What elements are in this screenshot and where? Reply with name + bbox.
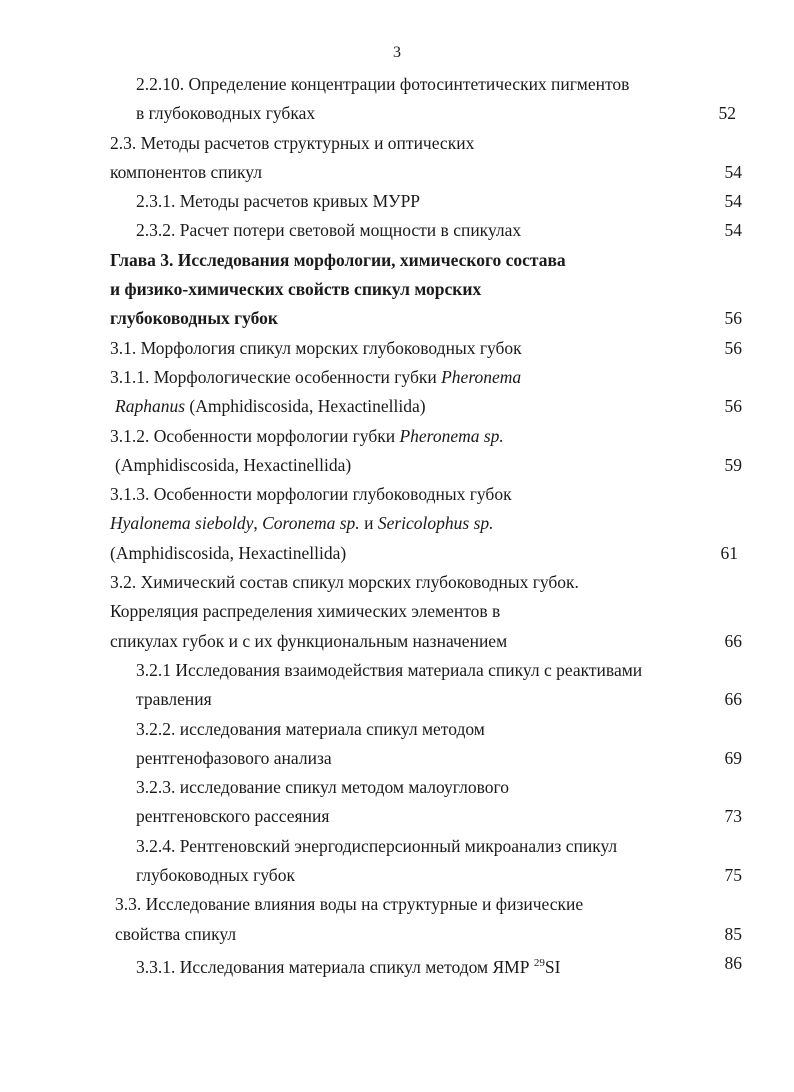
toc-entry-text: 3.3. Исследование влияния воды на структурные и физические [115,894,584,915]
toc-line [0,861,794,890]
toc-superscript: 29 [533,956,545,969]
toc-entry-text: 3.2.3. исследование спикул методом малоуглового [136,777,509,798]
toc-line [0,363,794,392]
toc-line [0,773,794,802]
toc-line [0,890,794,919]
toc-entry-text: 2.3. Методы расчетов структурных и оптических [110,132,475,153]
toc-page-number: 56 [724,337,742,358]
toc-entry-text: 2.3.2. Расчет потери световой мощности в спикулах [136,220,522,241]
toc-line [0,392,794,421]
toc-species-name: Pheronema sp. [399,425,504,446]
toc-page-number: 56 [724,308,742,329]
toc-entry-text: 3.2.2. исследования материала спикул методом [136,718,485,739]
toc-entry-text: рентгеновского рассеяния [136,806,330,827]
toc-page-number: 54 [724,220,742,241]
toc-line [0,715,794,744]
toc-entry-text: 3.1. Морфология спикул морских глубоководных губок [110,337,522,358]
toc-chapter-line [0,275,794,304]
toc-entry-text: глубоководных губок [136,865,295,886]
toc-entry-text: травления [136,689,212,710]
toc-line [0,334,794,363]
toc-entry-text: в глубоководных губках [136,103,316,124]
toc-entry-text: 2.3.1. Методы расчетов кривых МУРР [136,191,421,212]
toc-page-number: 86 [724,952,742,973]
toc-line [0,685,794,714]
toc-line [0,920,794,949]
toc-line [0,187,794,216]
toc-entry-text [110,509,494,538]
toc-species-name: Hyalonema sieboldy [110,513,254,534]
toc-species-name: Raphanus [115,396,185,417]
toc-page-number: 59 [724,454,742,475]
toc-page-number: 73 [724,806,742,827]
toc-chapter-text: и физико-химических свойств спикул морских [110,279,482,300]
toc-entry-text: 2.2.10. Определение концентрации фотосинтетических пигментов [136,74,630,94]
toc-line [0,422,794,451]
page-number: 3 [393,44,401,61]
toc-page-number: 56 [724,396,742,417]
toc-entry-text: 3.2. Химический состав спикул морских глубоководных губок. [110,572,579,593]
toc-line [0,509,794,538]
toc-line [0,129,794,158]
toc-entry-text: спикулах губок и с их функциональным назначением [110,630,508,651]
toc-page-number: 69 [724,747,742,768]
toc-entry-text: компонентов спикул [110,161,262,182]
toc-line [0,70,794,99]
toc-entry-text: 3.2.4. Рентгеновский энергодисперсионный микроанализ спикул [136,835,618,856]
toc-line [0,216,794,245]
toc-entry-text: (Amphidiscosida, Hexactinellida) [115,454,352,475]
toc-entry-text: 3.1.3. Особенности морфологии глубоководных губок [110,484,512,505]
toc-line [0,597,794,626]
toc-line [0,99,794,128]
toc-species-name: Coronema sp. [262,513,360,534]
toc-entry-text [115,392,426,421]
toc-chapter-line [0,246,794,275]
toc-entry-text [110,363,521,392]
toc-chapter-line [0,304,794,333]
toc-page-number: 61 [720,542,738,563]
toc-text-part: SI [544,956,561,977]
toc-page-number: 52 [718,103,736,124]
toc-line [0,568,794,597]
toc-entry-text: свойства спикул [115,923,237,944]
toc-page-number: 66 [724,689,742,710]
toc-line [0,949,794,978]
toc-line [0,656,794,685]
toc-text-part: 3.3.1. Исследования материала спикул методом ЯМР [136,956,534,977]
toc-text-part: 3.1.1. Морфологические особенности губки [110,366,442,387]
toc-species-name: Pheronema [441,366,522,387]
toc-line [0,451,794,480]
toc-species-name: Sericolophus sp. [377,513,494,534]
toc-page-number: 54 [724,191,742,212]
toc-entry-text: рентгенофазового анализа [136,747,332,768]
toc-line [0,539,794,568]
toc-line [0,158,794,187]
toc-entry-text: 3.2.1 Исследования взаимодействия материала спикул с реактивами [136,659,643,680]
toc-page-number: 66 [724,630,742,651]
table-of-contents [0,70,794,978]
toc-text-part: и [359,513,378,534]
toc-entry-text [136,949,560,982]
toc-text-part: , [253,513,263,534]
toc-line [0,832,794,861]
toc-chapter-text: Глава 3. Исследования морфологии, химического состава [110,249,566,270]
toc-line [0,480,794,509]
toc-page-number: 85 [724,923,742,944]
toc-page-number: 75 [724,865,742,886]
toc-text-part: 3.1.2. Особенности морфологии губки [110,425,400,446]
toc-line [0,802,794,831]
toc-entry-text [110,422,504,451]
toc-chapter-text: глубоководных губок [110,308,278,329]
toc-line [0,627,794,656]
toc-entry-text: (Amphidiscosida, Hexactinellida) [110,542,347,563]
toc-text-part: (Amphidiscosida, Hexactinellida) [185,396,426,417]
toc-line [0,744,794,773]
toc-page-number: 54 [724,161,742,182]
toc-entry-text: Корреляция распределения химических элементов в [110,601,501,622]
